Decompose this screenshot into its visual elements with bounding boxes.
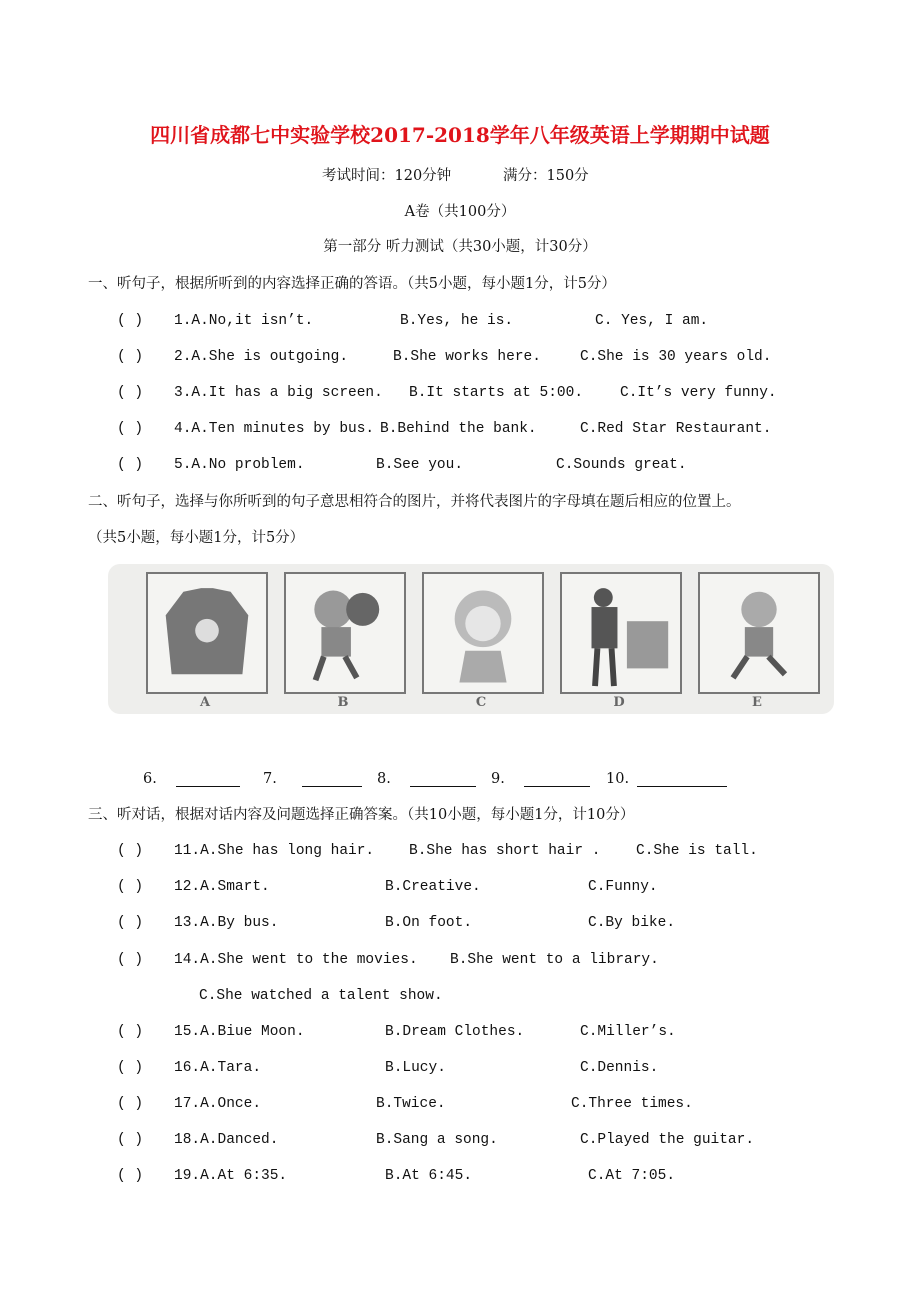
option-b: B.She works here.: [393, 349, 541, 365]
answer-bracket[interactable]: ( ): [117, 349, 144, 365]
picture-d-people: [560, 572, 682, 694]
answer-blank-9[interactable]: [524, 772, 590, 787]
question-number-and-option-a: [174, 420, 374, 438]
answer-bracket[interactable]: ( ): [117, 843, 144, 859]
question-number-and-option-a: [174, 348, 348, 366]
section2-heading: 二、听句子，选择与你所听到的句子意思相符合的图片，并将代表图片的字母填在题后相应的位置上。: [88, 494, 741, 510]
option-a: A.Once.: [200, 1096, 262, 1112]
option-c: C.Three times.: [571, 1096, 693, 1112]
blank-number: 9.: [491, 771, 505, 787]
question-number-and-option-a: [174, 914, 278, 932]
blank-number: 8.: [377, 771, 391, 787]
picture-label: B: [337, 695, 349, 710]
option-c: C.By bike.: [588, 915, 676, 931]
section2-subheading: （共5小题，每小题1分，计5分）: [88, 530, 305, 546]
question-number: 15.: [174, 1024, 201, 1040]
exam-time: 考试时间：120分钟: [322, 168, 452, 184]
option-c: C.At 7:05.: [588, 1168, 676, 1184]
option-b: B.Twice.: [376, 1096, 446, 1112]
option-a: A.It has a big screen.: [191, 385, 383, 401]
picture-label: E: [752, 695, 762, 710]
option-a: A.No problem.: [191, 457, 305, 473]
option-a: A.Biue Moon.: [200, 1024, 305, 1040]
option-c: C.Dennis.: [580, 1060, 659, 1076]
answer-bracket[interactable]: ( ): [117, 1132, 144, 1148]
full-score: 满分：150分: [503, 168, 589, 184]
option-c: C.Miller’s.: [580, 1024, 676, 1040]
question-number: 4.: [174, 421, 192, 437]
answer-bracket[interactable]: ( ): [117, 1168, 144, 1184]
question-number-and-option-a: [174, 456, 305, 474]
document-title: 四川省成都七中实验学校2017-2018学年八年级英语上学期期中试题: [150, 123, 770, 147]
option-c: C. Yes, I am.: [595, 313, 709, 329]
option-c: C.Played the guitar.: [580, 1132, 755, 1148]
answer-bracket[interactable]: ( ): [117, 421, 144, 437]
option-a: A.She went to the movies.: [200, 952, 418, 968]
question-number-and-option-a: [174, 1167, 287, 1185]
answer-bracket[interactable]: ( ): [117, 952, 144, 968]
option-a: A.Tara.: [200, 1060, 262, 1076]
question-number-and-option-a: [174, 878, 270, 896]
question-number-and-option-a: [174, 842, 374, 860]
picture-a-sweater: [146, 572, 268, 694]
picture-strip: [108, 564, 834, 714]
option-c: C.She is tall.: [636, 843, 758, 859]
section3-heading: 三、听对话，根据对话内容及问题选择正确答案。（共10小题，每小题1分，计10分）: [88, 807, 635, 823]
answer-blank-6[interactable]: [176, 772, 240, 787]
option-c: C.Red Star Restaurant.: [580, 421, 772, 437]
option-a: A.Danced.: [200, 1132, 279, 1148]
picture-b-boy-ball: [284, 572, 406, 694]
blank-number: 7.: [263, 771, 277, 787]
question-number: 5.: [174, 457, 192, 473]
option-b: B.See you.: [376, 457, 464, 473]
option-a: A.No,it isn’t.: [191, 313, 314, 329]
answer-bracket[interactable]: ( ): [117, 915, 144, 931]
option-c: C.Funny.: [588, 879, 658, 895]
question-number-and-option-a: [174, 1131, 278, 1149]
question-number: 18.: [174, 1132, 201, 1148]
option-b: B.Dream Clothes.: [385, 1024, 525, 1040]
question-number: 19.: [174, 1168, 201, 1184]
option-a: A.Smart.: [200, 879, 270, 895]
option-c: C.She is 30 years old.: [580, 349, 772, 365]
part1-heading: 第一部分 听力测试（共30小题，计30分）: [323, 239, 597, 255]
option-a: A.Ten minutes by bus.: [191, 421, 375, 437]
question-number: 17.: [174, 1096, 201, 1112]
option-c: C.Sounds great.: [556, 457, 687, 473]
question-number: 13.: [174, 915, 201, 931]
option-c: C.It’s very funny.: [620, 385, 777, 401]
picture-e-boy-running: [698, 572, 820, 694]
option-b: B.It starts at 5:00.: [409, 385, 584, 401]
option-c: C.She watched a talent show.: [199, 988, 443, 1004]
option-b: B.Yes, he is.: [400, 313, 514, 329]
option-b: B.She has short hair .: [409, 843, 601, 859]
question-number: 14.: [174, 952, 201, 968]
option-b: B.At 6:45.: [385, 1168, 473, 1184]
answer-blank-8[interactable]: [410, 772, 476, 787]
question-number-and-option-a: [174, 384, 383, 402]
blank-number: 10.: [606, 771, 630, 787]
picture-c-girl: [422, 572, 544, 694]
question-number-and-option-a: [174, 312, 313, 330]
answer-bracket[interactable]: ( ): [117, 879, 144, 895]
section1-heading: 一、听句子，根据所听到的内容选择正确的答语。（共5小题，每小题1分，计5分）: [88, 276, 616, 292]
blank-number: 6.: [143, 771, 157, 787]
answer-blank-10[interactable]: [637, 772, 727, 787]
question-number: 1.: [174, 313, 192, 329]
answer-bracket[interactable]: ( ): [117, 1060, 144, 1076]
question-number-and-option-a: [174, 1023, 305, 1041]
question-number: 3.: [174, 385, 192, 401]
question-number: 16.: [174, 1060, 201, 1076]
question-number: 12.: [174, 879, 201, 895]
question-number-and-option-a: [174, 1095, 261, 1113]
answer-bracket[interactable]: ( ): [117, 313, 144, 329]
answer-bracket[interactable]: ( ): [117, 457, 144, 473]
question-number: 11.: [174, 843, 201, 859]
option-a: A.She has long hair.: [200, 843, 375, 859]
option-a: A.At 6:35.: [200, 1168, 288, 1184]
answer-bracket[interactable]: ( ): [117, 1024, 144, 1040]
option-a: A.She is outgoing.: [191, 349, 349, 365]
paper-a-heading: A卷（共100分）: [404, 204, 516, 220]
option-b: B.Behind the bank.: [380, 421, 537, 437]
picture-label: A: [199, 695, 211, 710]
picture-label: C: [475, 695, 487, 710]
answer-blank-7[interactable]: [302, 772, 362, 787]
option-b: B.Creative.: [385, 879, 481, 895]
option-b: B.Lucy.: [385, 1060, 446, 1076]
picture-label: D: [613, 695, 625, 710]
option-b: B.She went to a library.: [450, 952, 659, 968]
question-number: 2.: [174, 349, 192, 365]
option-b: B.On foot.: [385, 915, 473, 931]
question-number-and-option-a: [174, 1059, 261, 1077]
option-b: B.Sang a song.: [376, 1132, 498, 1148]
answer-bracket[interactable]: ( ): [117, 385, 144, 401]
question-number-and-option-a: [174, 951, 418, 969]
answer-bracket[interactable]: ( ): [117, 1096, 144, 1112]
option-a: A.By bus.: [200, 915, 279, 931]
